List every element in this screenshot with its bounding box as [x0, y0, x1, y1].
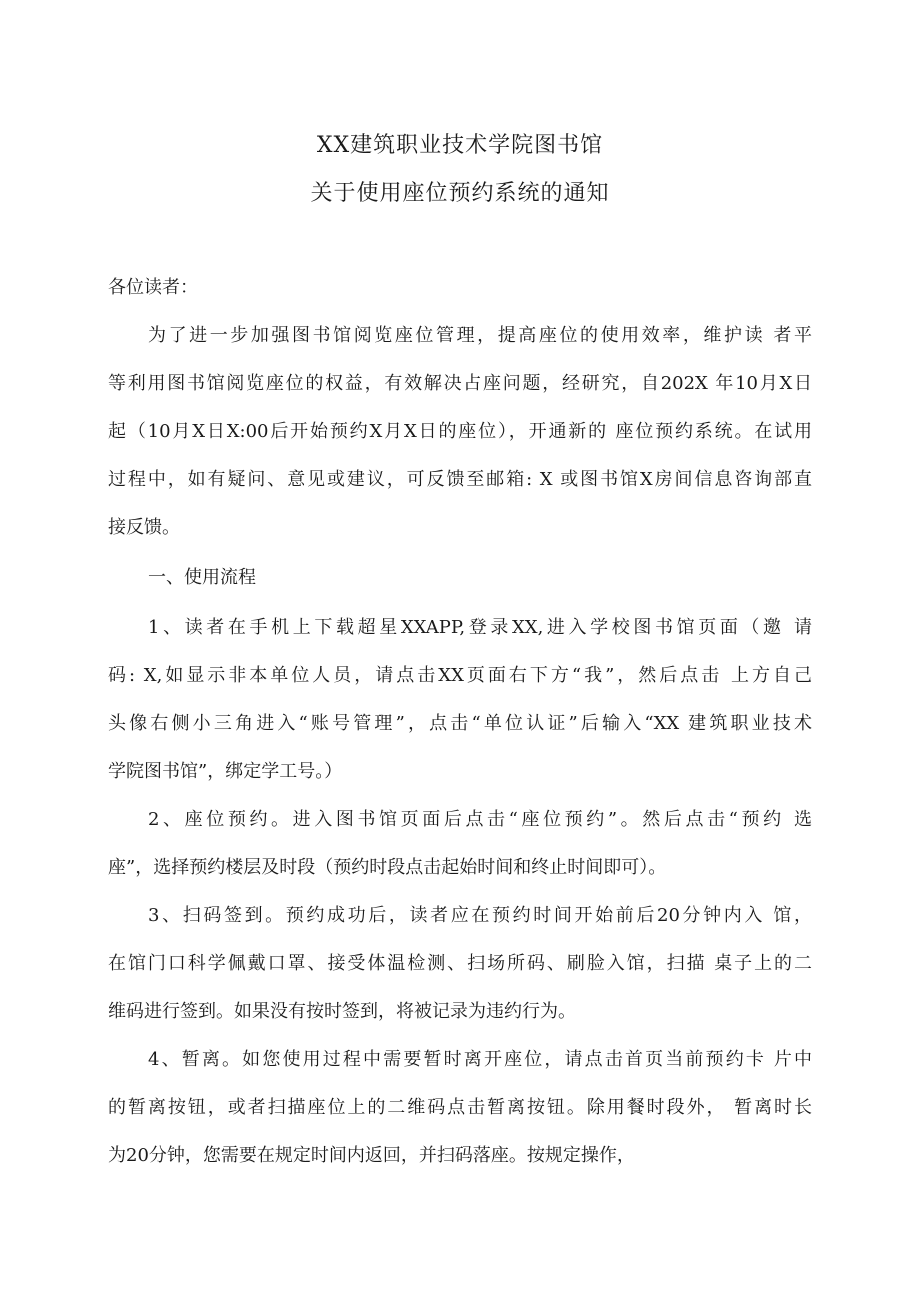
step2-line-1: 2、座位预约。进入图书馆页面后点击“座位预约”。然后点击“预约 选: [148, 809, 812, 830]
intro-line-2: 等利用图书馆阅览座位的权益，有效解决占座问题，经研究，自202X 年10月X日: [108, 373, 812, 394]
step4-line-2: 的暂离按钮，或者扫描座位上的二维码点击暂离按钮。除用餐时段外， 暂离时长: [108, 1097, 812, 1118]
step1-line-4: 学院图书馆”，绑定学工号。）: [108, 761, 343, 782]
step4-line-1: 4、暂离。如您使用过程中需要暂时离开座位，请点击首页当前预约卡 片中: [148, 1049, 812, 1070]
step1-line-3: 头像右侧小三角进入“账号管理”，点击“单位认证”后输入“XX 建筑职业技术: [108, 713, 812, 734]
step3-line-1: 3、扫码签到。预约成功后，读者应在预约时间开始前后20分钟内入 馆，: [148, 905, 812, 926]
step3-line-3: 维码进行签到。如果没有按时签到，将被记录为违约行为。: [108, 1001, 576, 1022]
step1-line-1: 1、读者在手机上下载超星XXAPP,登录XX,进入学校图书馆页面（邀 请: [148, 617, 812, 638]
greeting: 各位读者：: [108, 277, 198, 298]
step4-line-3: 为20分钟，您需要在规定时间内返回，并扫码落座。按规定操作，: [108, 1145, 635, 1166]
intro-line-4: 过程中，如有疑问、意见或建议，可反馈至邮箱: X 或图书馆X房间信息咨询部直: [108, 469, 812, 490]
step3-line-2: 在馆门口科学佩戴口罩、接受体温检测、扫场所码、刷脸入馆，扫描 桌子上的二: [108, 953, 812, 974]
step1-line-2: 码: X,如显示非本单位人员，请点击XX页面右下方“我”，然后点击 上方自己: [108, 665, 812, 686]
section-heading: 一、使用流程: [148, 567, 256, 588]
intro-line-1: 为了进一步加强图书馆阅览座位管理，提高座位的使用效率，维护读 者平: [148, 325, 812, 346]
title-line-2: 关于使用座位预约系统的通知: [310, 181, 610, 206]
intro-line-3: 起（10月X日X:00后开始预约X月X日的座位），开通新的 座位预约系统。在试用: [108, 421, 812, 442]
title-line-1: XX建筑职业技术学院图书馆: [316, 133, 604, 158]
intro-line-5: 接反馈。: [108, 517, 180, 538]
step2-line-2: 座”，选择预约楼层及时段（预约时段点击起始时间和终止时间即可）。: [108, 857, 667, 878]
